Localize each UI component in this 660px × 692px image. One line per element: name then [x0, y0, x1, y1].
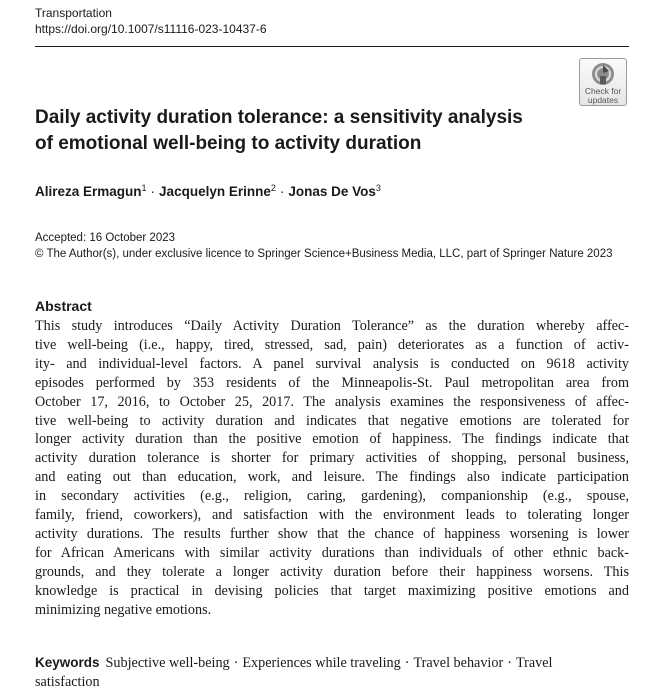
abstract-line: longer activity duration than the positive emotion of happiness. The findings indicate that	[35, 431, 629, 448]
accepted-date: Accepted: 16 October 2023	[35, 232, 176, 244]
keyword[interactable]: Subjective well-being	[105, 655, 230, 671]
author-name[interactable]: Jacquelyn Erinne	[159, 184, 271, 199]
abstract-line: tive well-being (i.e., happy, tired, stressed, sad, pain) deteriorates as a function of activ-	[35, 336, 629, 353]
doi-link[interactable]: https://doi.org/10.1007/s11116-023-10437-6	[35, 22, 267, 36]
abstract-line: October 17, 2016, to October 25, 2017. The analysis examines the responsiveness of affec-	[35, 393, 629, 410]
abstract-text	[35, 317, 629, 620]
abstract-line: This study introduces “Daily Activity Duration Tolerance” as the duration whereby affec-	[35, 318, 629, 334]
abstract-line: activity durations. The results further show that the chance of happiness worsening is lower	[35, 525, 629, 542]
abstract-line: minimizing negative emotions.	[35, 601, 212, 618]
affiliation-marker: 2	[270, 183, 276, 193]
keyword[interactable]: Travel behavior	[413, 655, 504, 671]
abstract-heading: Abstract	[35, 298, 92, 314]
abstract-line: ity- and individual-level factors. A panel survival analysis is conducted on 9618 activity	[35, 355, 629, 372]
abstract-line: knowledge is practical in devising policies that target maximizing positive emotions and	[35, 582, 629, 599]
keyword-separator: ·	[507, 655, 512, 671]
author-separator: ·	[150, 184, 156, 199]
keyword-continuation[interactable]: satisfaction	[35, 673, 100, 690]
abstract-line: tive well-being to activity duration and indicates that negative emotions are tolerated for	[35, 412, 629, 429]
author-list	[35, 184, 381, 199]
abstract-line: for African Americans with similar activity durations than individuals of other ethnic back-	[35, 544, 629, 561]
keywords-section	[35, 654, 629, 692]
affiliation-marker: 1	[141, 183, 147, 193]
abstract-line: episodes performed by 353 residents of the Minneapolis-St. Paul metropolitan area from	[35, 374, 629, 391]
abstract-line: and eating out than education, work, and leisure. The findings also indicate participation	[35, 469, 629, 486]
abstract-line: family, friend, coworkers), and satisfaction with the environment leads to tolerating longer	[35, 507, 629, 524]
abstract-line: grounds, and they tolerate a longer activity duration before their happiness worsens. This	[35, 563, 629, 580]
keyword[interactable]: Travel	[515, 655, 553, 671]
article-title	[35, 105, 555, 157]
publication-info	[35, 230, 613, 262]
journal-name: Transportation	[35, 6, 112, 20]
keyword-separator: ·	[404, 655, 410, 671]
check-for-updates-icon	[589, 62, 617, 86]
abstract-line: activity duration tolerance is shorter for primary activities of shopping, personal business,	[35, 450, 629, 467]
check-for-updates-badge[interactable]	[579, 58, 627, 106]
keyword-separator: ·	[233, 655, 239, 671]
title-line: Daily activity duration tolerance: a sensitivity analysis	[35, 107, 523, 128]
author-name[interactable]: Alireza Ermagun	[35, 184, 142, 199]
abstract-line: in secondary activities (e.g., religion, caring, gardening), companionship (e.g., spouse,	[35, 488, 629, 505]
copyright-notice: © The Author(s), under exclusive licence to Springer Science+Business Media, LLC, part of Springer Nature 2023	[35, 248, 613, 260]
journal-header	[35, 5, 267, 37]
header-rule	[35, 46, 629, 47]
keyword[interactable]: Experiences while traveling	[242, 655, 401, 671]
author-name[interactable]: Jonas De Vos	[288, 184, 376, 199]
affiliation-marker: 3	[375, 183, 381, 193]
author-separator: ·	[279, 184, 285, 199]
keywords-label: Keywords	[35, 655, 100, 670]
badge-label: Check for updates	[584, 86, 622, 105]
title-line: of emotional well-being to activity duration	[35, 133, 422, 154]
